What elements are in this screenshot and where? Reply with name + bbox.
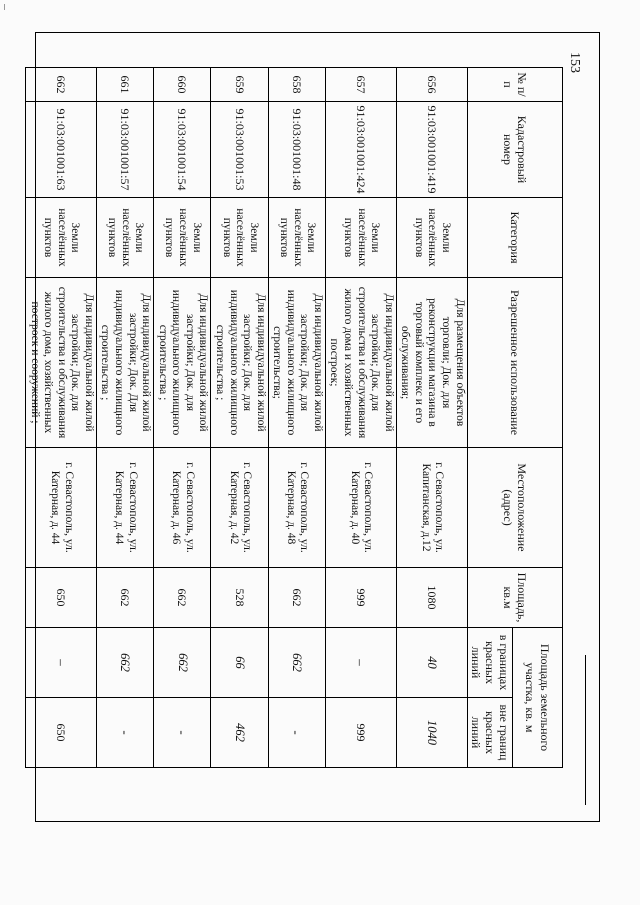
cell-cadastral: 91:03:001001:424 bbox=[325, 102, 396, 198]
cell-address: г. Севастополь, ул. Капитанская, д.12 bbox=[396, 448, 467, 568]
cell-area: 662 bbox=[96, 568, 153, 628]
cell-address: г. Севастополь, ул. Катерная, д. 44 bbox=[26, 448, 97, 568]
cell-use: Для индивидуальной жилой застройки; Док. для строительства и обслуживания жилого дома, хозяйственных построек и сооружений ; bbox=[26, 278, 97, 448]
cell-category: Земли населённых пунктов bbox=[26, 198, 97, 278]
cell-use: Для индивидуальной жилой застройки; Док. для индивидуального жилищного строительства; bbox=[268, 278, 325, 448]
header-area: Площадь, кв.м bbox=[467, 568, 562, 628]
cell-area: 528 bbox=[211, 568, 268, 628]
cell-area: 999 bbox=[325, 568, 396, 628]
table-row bbox=[26, 68, 97, 768]
cell-no: 656 bbox=[396, 68, 467, 102]
header-land-area: Площадь земельного участка, кв. м bbox=[513, 628, 563, 768]
footer-rule bbox=[585, 655, 586, 805]
cell-address: г. Севастополь, ул. Катерная, д. 40 bbox=[325, 448, 396, 568]
cell-category: Земли населённых пунктов bbox=[325, 198, 396, 278]
cell-within: 662 bbox=[154, 628, 211, 698]
header-cadastral: Кадастровый номер bbox=[467, 102, 562, 198]
cell-outside: 999 bbox=[325, 698, 396, 768]
cell-outside: - bbox=[154, 698, 211, 768]
cell-within: 40 bbox=[396, 628, 467, 698]
scan-mark bbox=[4, 4, 5, 10]
cell-no: 659 bbox=[211, 68, 268, 102]
cell-category: Земли населённых пунктов bbox=[268, 198, 325, 278]
cell-category: Земли населённых пунктов bbox=[96, 198, 153, 278]
header-permitted-use: Разрешенное использование bbox=[467, 278, 562, 448]
cell-cadastral: 91:03:001001:57 bbox=[96, 102, 153, 198]
cell-area: 662 bbox=[268, 568, 325, 628]
cell-cadastral: 91:03:001001:419 bbox=[396, 102, 467, 198]
header-category: Категория bbox=[467, 198, 562, 278]
table-row bbox=[268, 68, 325, 768]
cell-cadastral: 91:03:001001:53 bbox=[211, 102, 268, 198]
table-row bbox=[211, 68, 268, 768]
cell-area: 662 bbox=[154, 568, 211, 628]
cell-outside: - bbox=[96, 698, 153, 768]
table-row bbox=[325, 68, 396, 768]
cell-cadastral: 91:03:001001:48 bbox=[268, 102, 325, 198]
table-row bbox=[396, 68, 467, 768]
cell-use: Для индивидуальной жилой застройки; Док. для индивидуального жилищного строительства ; bbox=[154, 278, 211, 448]
table-row bbox=[96, 68, 153, 768]
cell-use: Для индивидуальной жилой застройки; Док. для строительства и обслуживания жилого дома и хозяйственных построек; bbox=[325, 278, 396, 448]
cell-outside: - bbox=[268, 698, 325, 768]
cell-category: Земли населённых пунктов bbox=[154, 198, 211, 278]
cell-cadastral: 91:03:001001:54 bbox=[154, 102, 211, 198]
header-location: Местоположение (адрес) bbox=[467, 448, 562, 568]
cell-within: – bbox=[26, 628, 97, 698]
cell-outside: 1040 bbox=[396, 698, 467, 768]
header-outside-red-lines: вне границ красных линий bbox=[467, 698, 512, 768]
cell-outside: 462 bbox=[211, 698, 268, 768]
cell-address: г. Севастополь, ул. Катерная, д. 44 bbox=[96, 448, 153, 568]
cell-cadastral: 91:03:001001:63 bbox=[26, 102, 97, 198]
cell-within: – bbox=[325, 628, 396, 698]
land-plots-table bbox=[25, 67, 563, 768]
page-number: 153 bbox=[567, 52, 582, 73]
rotated-table-container bbox=[28, 67, 563, 767]
cell-address: г. Севастополь, ул. Катерная, д. 42 bbox=[211, 448, 268, 568]
header-no: № п/п bbox=[467, 68, 562, 102]
cell-area: 650 bbox=[26, 568, 97, 628]
cell-no: 658 bbox=[268, 68, 325, 102]
cell-category: Земли населённых пунктов bbox=[211, 198, 268, 278]
cell-no: 657 bbox=[325, 68, 396, 102]
cell-no: 662 bbox=[26, 68, 97, 102]
cell-address: г. Севастополь, ул. Катерная, д. 48 bbox=[268, 448, 325, 568]
cell-within: 662 bbox=[96, 628, 153, 698]
cell-no: 661 bbox=[96, 68, 153, 102]
cell-use: Для индивидуальной жилой застройки; Док. Для индивидуального жилищного строительства ; bbox=[96, 278, 153, 448]
cell-within: 66 bbox=[211, 628, 268, 698]
table-row bbox=[154, 68, 211, 768]
header-within-red-lines: в границах красных линий bbox=[467, 628, 512, 698]
cell-category: Земли населённых пунктов bbox=[396, 198, 467, 278]
cell-use: Для индивидуальной жилой застройки; Док. для индивидуального жилищного строительства ; bbox=[211, 278, 268, 448]
cell-address: г. Севастополь, ул. Катерная, д. 46 bbox=[154, 448, 211, 568]
cell-use: Для размещения объектов торговли; Док. для реконструкции магазина в торговый комплекс и его обслуживания; bbox=[396, 278, 467, 448]
cell-no: 660 bbox=[154, 68, 211, 102]
cell-within: 662 bbox=[268, 628, 325, 698]
cell-area: 1080 bbox=[396, 568, 467, 628]
cell-outside: 650 bbox=[26, 698, 97, 768]
